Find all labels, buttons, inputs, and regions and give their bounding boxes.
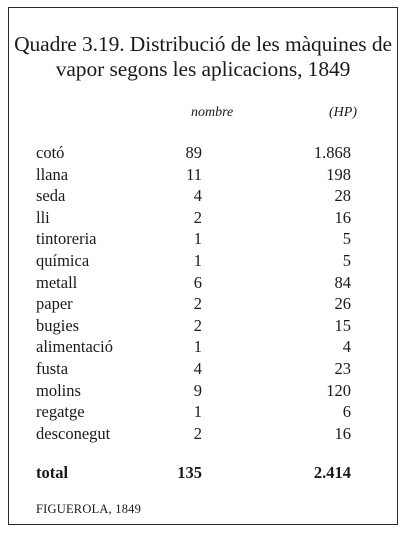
row-nombre: 4: [193, 186, 202, 206]
table-row: [9, 315, 397, 337]
row-nombre: 2: [193, 294, 202, 314]
row-hp: 16: [334, 207, 351, 227]
row-nombre: 4: [193, 358, 202, 378]
row-nombre: 6: [193, 272, 202, 292]
table-row: [9, 164, 397, 186]
row-label: llana: [36, 164, 69, 184]
row-label: química: [36, 250, 90, 270]
row-nombre: 2: [193, 423, 202, 443]
row-hp: 5: [342, 229, 351, 249]
table-row: [9, 358, 397, 380]
row-hp: 84: [334, 272, 351, 292]
table-title: [9, 32, 397, 82]
table-row: [9, 142, 397, 164]
row-nombre: 89: [185, 143, 202, 162]
table-body: [9, 142, 397, 444]
row-nombre: 1: [193, 402, 202, 422]
row-nombre: 1: [193, 337, 202, 357]
row-label: fusta: [36, 358, 69, 378]
row-hp: 6: [342, 402, 351, 422]
row-nombre: 2: [193, 315, 202, 335]
total-label: total: [36, 463, 69, 482]
table-row: [9, 293, 397, 315]
table-row: [9, 401, 397, 423]
total-row: [9, 462, 397, 484]
table-row: [9, 272, 397, 294]
row-hp: 5: [342, 250, 351, 270]
row-hp: 23: [334, 358, 351, 378]
table-row: [9, 380, 397, 402]
row-hp: 1.868: [313, 143, 351, 162]
row-hp: 16: [334, 423, 351, 443]
row-label: bugies: [36, 315, 80, 335]
table-row: [9, 207, 397, 229]
source-citation: FIGUEROLA, 1849: [36, 502, 142, 516]
title-line-1: Quadre 3.19. Distribució de les màquines de: [14, 32, 392, 56]
row-hp: 198: [326, 164, 351, 184]
row-label: tintoreria: [36, 229, 97, 249]
row-hp: 26: [334, 294, 351, 314]
table-frame: [8, 7, 398, 525]
table-row: [9, 185, 397, 207]
row-nombre: 11: [186, 164, 202, 184]
table-row: [9, 228, 397, 250]
row-label: alimentació: [36, 337, 113, 357]
row-label: desconegut: [36, 423, 111, 443]
table-row: [9, 336, 397, 358]
row-hp: 28: [334, 186, 351, 206]
column-header-nombre: nombre: [191, 105, 234, 120]
row-label: metall: [36, 272, 78, 292]
table-row: [9, 423, 397, 445]
row-label: regatge: [36, 402, 85, 422]
row-label: molins: [36, 380, 81, 400]
row-nombre: 9: [193, 380, 202, 400]
row-nombre: 1: [193, 229, 202, 249]
row-label: paper: [36, 294, 73, 314]
table-row: [9, 250, 397, 272]
row-nombre: 1: [193, 250, 202, 270]
column-header-hp: (HP): [329, 105, 357, 120]
total-hp: 2.414: [313, 463, 351, 482]
row-nombre: 2: [193, 207, 202, 227]
row-hp: 120: [326, 380, 351, 400]
row-hp: 4: [342, 337, 351, 357]
title-line-2: vapor segons les aplicacions, 1849: [55, 57, 351, 81]
row-label: cotó: [36, 143, 65, 162]
row-label: seda: [36, 186, 66, 206]
row-hp: 15: [334, 315, 351, 335]
total-nombre: 135: [177, 463, 202, 482]
row-label: lli: [36, 207, 50, 227]
